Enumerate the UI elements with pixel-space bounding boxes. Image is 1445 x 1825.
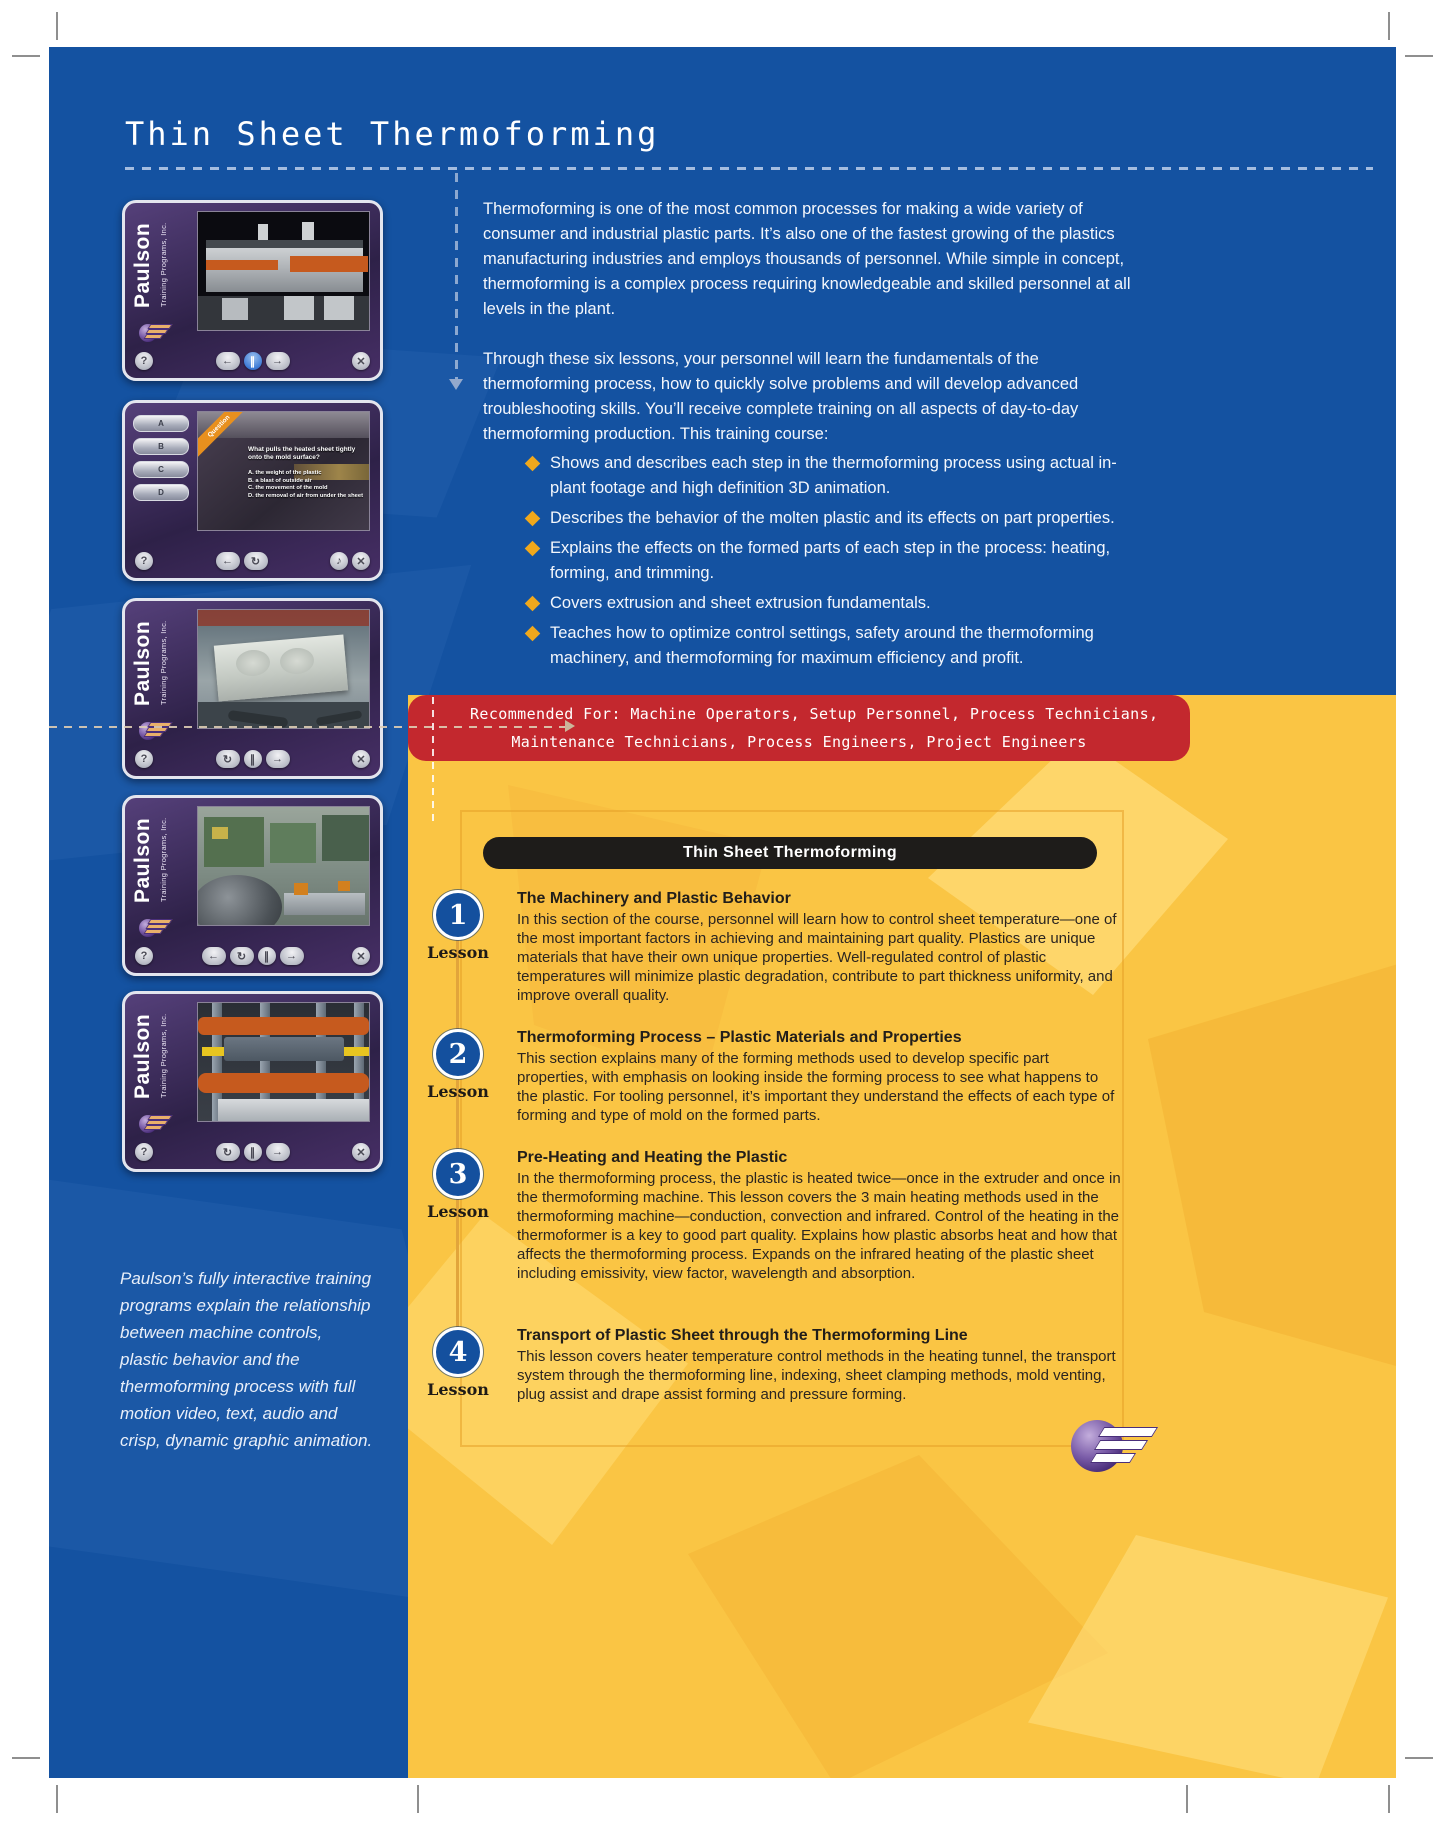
close-button: ✕ [352, 552, 370, 570]
crop-mark [56, 1785, 58, 1813]
bullet-diamond-icon [525, 626, 541, 642]
close-button: ✕ [352, 947, 370, 965]
audio-button: ♪ [330, 552, 348, 570]
lesson-1-number: 1 [433, 890, 483, 940]
training-screenshot-4 [122, 795, 383, 976]
lesson-4-badge [418, 1327, 498, 1399]
training-screenshot-3 [122, 598, 383, 779]
lesson-3-badge [418, 1149, 498, 1221]
forward-button: → [266, 1143, 290, 1161]
help-button: ? [135, 750, 153, 768]
crop-mark [417, 1785, 419, 1813]
lesson-4-title: Transport of Plastic Sheet through the Thermoforming Line [517, 1327, 968, 1344]
player-controls [133, 747, 372, 771]
paulson-brand-panel [131, 804, 193, 941]
lesson-1-badge [418, 890, 498, 962]
repeat-button: ↻ [244, 552, 268, 570]
lesson-2-number: 2 [433, 1029, 483, 1079]
list-item [527, 621, 1147, 671]
crop-mark [1186, 1785, 1188, 1813]
back-button: ← [216, 352, 240, 370]
forward-button: → [266, 750, 290, 768]
training-screenshot-1 [122, 200, 383, 381]
repeat-button: ↻ [216, 750, 240, 768]
bullet-text: Teaches how to optimize control settings, safety around the thermoforming machinery, and thermoforming for maximum efficiency and profit. [550, 624, 1094, 667]
bullet-text: Describes the behavior of the molten plastic and its effects on part properties. [550, 509, 1115, 527]
question-ribbon: Question [197, 411, 250, 457]
lesson-label: Lesson [427, 1380, 489, 1399]
paulson-logo-icon [139, 913, 173, 939]
quiz-option: B. a blast of outside air [248, 477, 312, 484]
intro-text [483, 197, 1138, 472]
crop-mark [1388, 12, 1390, 40]
crop-mark [56, 12, 58, 40]
bullet-diamond-icon [525, 456, 541, 472]
lesson-2-body: This section explains many of the forming methods used to develop specific part properties, with emphasis on looking inside the forming process to see what happens to the plastic. For tooling personnel, it’s important they understand the effects of each type of forming and type of mold on the formed parts. [517, 1050, 1115, 1124]
lesson-connector-line [456, 912, 459, 1349]
lesson-1-body: In this section of the course, personnel will learn how to control sheet temperature—one of the most important factors in achieving and maintaining part quality. Plastics are unique materials that have their own unique properties. Well-regulated control of plastic temperatures will minimize plastic degradation, contribute to part thickness uniformity, and improve overall quality. [517, 911, 1117, 1004]
player-controls [133, 944, 372, 968]
player-controls [133, 1140, 372, 1164]
list-item [527, 536, 1147, 586]
paulson-subtitle: Training Programs, Inc. [159, 1013, 168, 1099]
quiz-options [248, 470, 368, 500]
quiz-question-text: What pulls the heated sheet tightly onto the mold surface? [248, 446, 356, 461]
quiz-option: C. the movement of the mold [248, 485, 328, 491]
bullet-diamond-icon [525, 596, 541, 612]
page-title: Thin Sheet Thermoforming [125, 115, 660, 153]
intro-paragraph-2: Through these six lessons, your personnel will learn the fundamentals of the thermoforming process, how to quickly solve problems and will develop advanced troubleshooting skills. You’ll receive complete training on all aspects of day-to-day thermoforming production. This training course: [483, 350, 1079, 443]
lesson-3-number: 3 [433, 1149, 483, 1199]
answer-button-b: B [133, 438, 189, 455]
paulson-logo-icon [139, 716, 173, 742]
feature-bullet-list [527, 451, 1147, 676]
paulson-brand-panel [131, 1000, 193, 1137]
answer-button-a: A [133, 415, 189, 432]
answer-button-d: D [133, 484, 189, 501]
background-shape [1148, 955, 1396, 1375]
dashed-guide-vertical [432, 697, 434, 821]
player-controls [133, 349, 372, 373]
paulson-subtitle: Training Programs, Inc. [159, 620, 168, 706]
paulson-wordmark: Paulson [131, 817, 154, 903]
training-screenshot-5 [122, 991, 383, 1172]
lesson-label: Lesson [427, 1082, 489, 1101]
lesson-4-body: This lesson covers heater temperature control methods in the heating tunnel, the transport system through the thermoforming line, indexing, sheet clamping methods, mold venting, plug assist and drape assist forming and pressure forming. [517, 1348, 1116, 1403]
bullet-diamond-icon [525, 511, 541, 527]
dashed-guide-horizontal [49, 726, 565, 728]
bullet-diamond-icon [525, 541, 541, 557]
course-header-pill [483, 837, 1097, 869]
quiz-option: D. the removal of air from under the sheet [248, 492, 363, 499]
paulson-wordmark: Paulson [131, 620, 154, 706]
thumbnail-video-frame-mold-photo [197, 609, 370, 729]
recommended-for-banner [408, 695, 1190, 761]
thumbnail-video-frame-machine-3d [197, 211, 370, 331]
lesson-label: Lesson [427, 943, 489, 962]
list-item [527, 591, 1147, 616]
crop-mark [12, 1757, 40, 1759]
crop-mark [12, 55, 40, 57]
pause-button: ∥ [258, 947, 276, 965]
lesson-4-content [517, 1327, 1123, 1404]
down-arrow-icon [449, 379, 463, 390]
repeat-button: ↻ [216, 1143, 240, 1161]
help-button: ? [135, 352, 153, 370]
lesson-2-title: Thermoforming Process – Plastic Materials and Properties [517, 1029, 962, 1046]
lesson-3-body: In the thermoforming process, the plastic is heated twice—once in the extruder and once in the thermoforming machine. This lesson covers the 3 main heating methods used in the thermoforming machine—conduction, convection and infrared. Control of the heating in the thermoformer is a key to good part quality. Explains how plastic absorbs heat and how that affects the thermoforming process. Expands on the infrared heating of the plastic sheet including emissivity, view factor, wavelength and absorption. [517, 1170, 1121, 1282]
thumbnail-video-frame-factory-photo [197, 806, 370, 926]
help-button: ? [135, 552, 153, 570]
close-button: ✕ [352, 750, 370, 768]
help-button: ? [135, 947, 153, 965]
dashed-connector-vertical [455, 173, 458, 379]
paulson-subtitle: Training Programs, Inc. [159, 817, 168, 903]
recommended-line-2: Maintenance Technicians, Process Engineers, Project Engineers [511, 733, 1087, 751]
repeat-button: ↻ [230, 947, 254, 965]
background-shape [1028, 1535, 1388, 1778]
page-background [49, 47, 1396, 1778]
lesson-label: Lesson [427, 1202, 489, 1221]
close-button: ✕ [352, 1143, 370, 1161]
back-button: ← [216, 552, 240, 570]
thumbnail-video-frame-press-3d [197, 1002, 370, 1122]
recommended-line-1: Recommended For: Machine Operators, Setup Personnel, Process Technicians, [470, 705, 1159, 723]
player-controls [133, 549, 372, 573]
bullet-text: Shows and describes each step in the thermoforming process using actual in-plant footage and high definition 3D animation. [550, 454, 1117, 497]
lesson-2-badge [418, 1029, 498, 1101]
lesson-3-content [517, 1149, 1123, 1283]
paulson-wordmark: Paulson [131, 1013, 154, 1099]
paulson-wordmark: Paulson [131, 222, 154, 308]
back-button: ← [202, 947, 226, 965]
bullet-text: Explains the effects on the formed parts of each step in the process: heating, forming, and trimming. [550, 539, 1111, 582]
quiz-answer-buttons [131, 409, 193, 546]
paulson-subtitle: Training Programs, Inc. [159, 222, 168, 308]
course-header-title: Thin Sheet Thermoforming [682, 844, 898, 861]
paulson-brand-panel [131, 209, 193, 346]
crop-mark [1405, 1757, 1433, 1759]
answer-button-c: C [133, 461, 189, 478]
paulson-logo-icon [139, 1109, 173, 1135]
pause-button: ∥ [244, 352, 262, 370]
forward-button: → [266, 352, 290, 370]
intro-paragraph-1: Thermoforming is one of the most common processes for making a wide variety of consumer and industrial plastic parts. It’s also one of the fastest growing of the plastics manufacturing industries and employs thousands of personnel. While simple in concept, thermoforming is a complex process requiring knowledgeable and skilled personnel at all levels in the plant. [483, 200, 1131, 318]
bullet-text: Covers extrusion and sheet extrusion fundamentals. [550, 594, 931, 612]
paulson-brand-panel [131, 607, 193, 744]
sidebar-caption: Paulson’s fully interactive training programs explain the relationship between machine controls, plastic behavior and the thermoforming process with full motion video, text, audio and crisp, dynamic graphic animation. [120, 1269, 373, 1450]
close-button: ✕ [352, 352, 370, 370]
paulson-logo-icon [1071, 1420, 1181, 1474]
title-dashed-rule [125, 167, 1373, 170]
pause-button: ∥ [244, 750, 262, 768]
lesson-1-title: The Machinery and Plastic Behavior [517, 890, 791, 907]
background-shape [688, 1455, 1108, 1778]
quiz-option: A. the weight of the plastic [248, 470, 322, 476]
list-item [527, 451, 1147, 501]
crop-mark [1405, 55, 1433, 57]
pause-button: ∥ [244, 1143, 262, 1161]
thumbnail-video-frame-quiz [197, 411, 370, 531]
list-item [527, 506, 1147, 531]
training-screenshot-2-quiz [122, 400, 383, 581]
lesson-1-content [517, 890, 1123, 1005]
right-arrow-icon [565, 720, 575, 732]
forward-button: → [280, 947, 304, 965]
help-button: ? [135, 1143, 153, 1161]
lesson-3-title: Pre-Heating and Heating the Plastic [517, 1149, 788, 1166]
crop-mark [1388, 1785, 1390, 1813]
lesson-4-number: 4 [433, 1327, 483, 1377]
lesson-2-content [517, 1029, 1123, 1125]
paulson-logo-icon [139, 318, 173, 344]
